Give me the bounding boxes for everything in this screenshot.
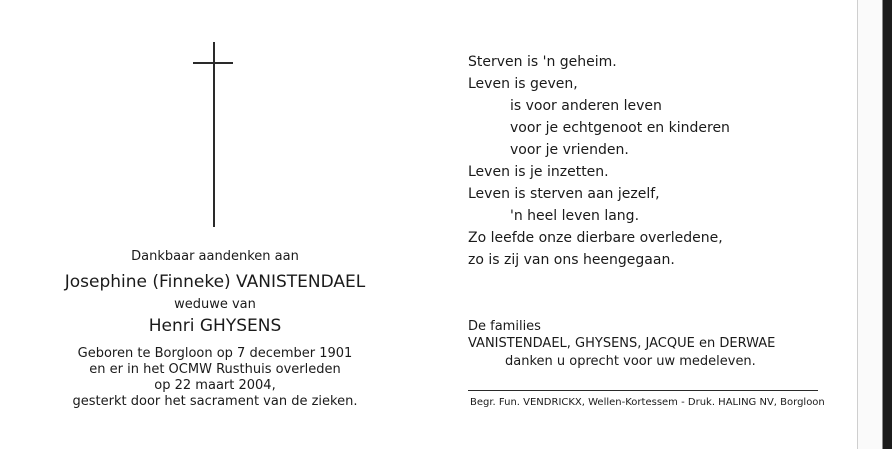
spouse-name: Henri GHYSENS (148, 316, 282, 336)
families-names: VANISTENDAEL, GHYSENS, JACQUE en DERWAE (468, 336, 776, 351)
detail-line: en er in het OCMW Rusthuis overleden (89, 362, 341, 377)
poem-line: Leven is geven, (468, 76, 578, 92)
relation-text: weduwe van (174, 297, 256, 312)
poem-line: is voor anderen leven (510, 98, 662, 114)
poem-line: Leven is sterven aan jezelf, (468, 186, 660, 202)
poem-line: Zo leefde onze dierbare overledene, (468, 230, 723, 246)
scan-edge (857, 0, 892, 449)
detail-line: op 22 maart 2004, (154, 378, 276, 393)
poem-line: voor je vrienden. (510, 142, 629, 158)
families-thanks: danken u oprecht voor uw medeleven. (505, 354, 756, 369)
families-intro: De families (468, 319, 541, 334)
poem-line: voor je echtgenoot en kinderen (510, 120, 730, 136)
poem-line: Sterven is 'n geheim. (468, 54, 617, 70)
cross-horizontal (193, 62, 233, 64)
poem-line: Leven is je inzetten. (468, 164, 609, 180)
detail-line: Geboren te Borgloon op 7 december 1901 (77, 346, 353, 361)
detail-line: gesterkt door het sacrament van de zieken. (72, 394, 358, 409)
deceased-name: Josephine (Finneke) VANISTENDAEL (64, 272, 366, 292)
intro-text: Dankbaar aandenken aan (131, 249, 299, 264)
cross-vertical (213, 42, 215, 227)
poem-line: zo is zij van ons heengegaan. (468, 252, 675, 268)
printer-credit: Begr. Fun. VENDRICKX, Wellen-Kortessem - Druk. HALING NV, Borgloon (470, 397, 825, 408)
poem-line: 'n heel leven lang. (510, 208, 640, 224)
divider (468, 390, 818, 391)
